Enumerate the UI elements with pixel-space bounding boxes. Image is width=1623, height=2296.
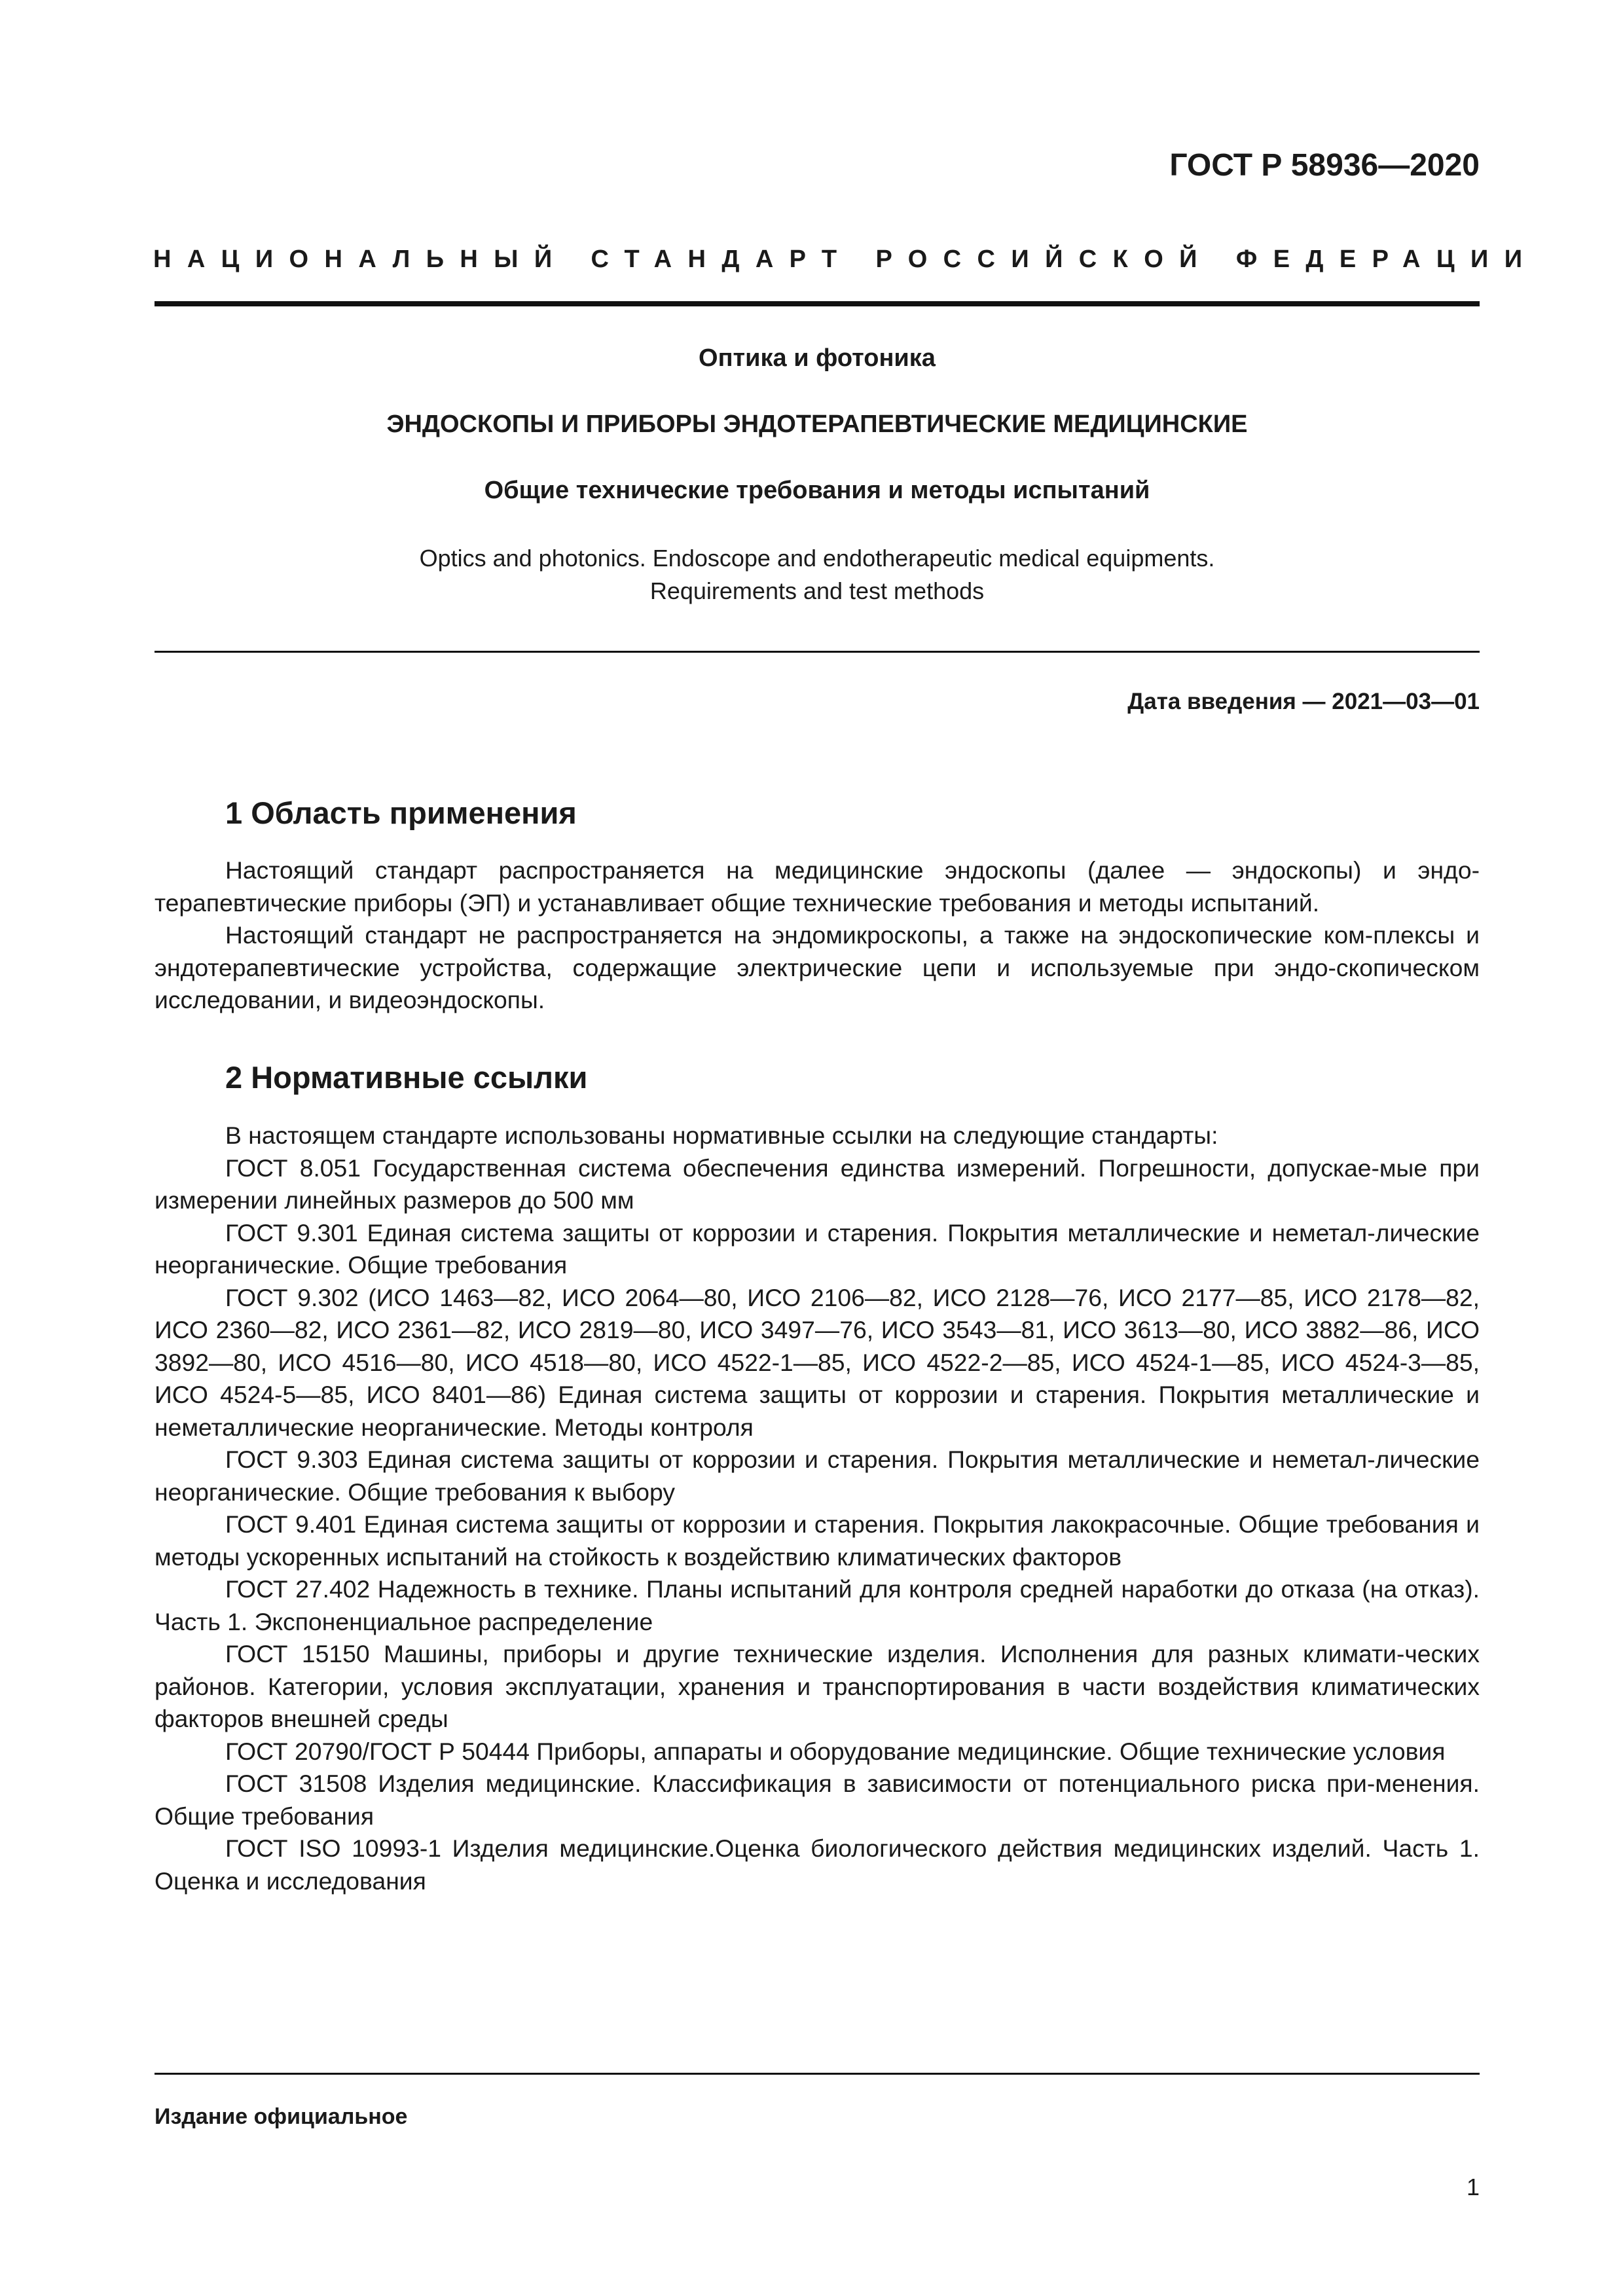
subtitle: Общие технические требования и методы испытаний bbox=[484, 477, 1150, 504]
main-title: ЭНДОСКОПЫ И ПРИБОРЫ ЭНДОТЕРАПЕВТИЧЕСКИЕ МЕДИЦИНСКИЕ bbox=[386, 410, 1248, 438]
introduction-date: Дата введения — 2021—03—01 bbox=[1127, 689, 1480, 714]
reference-item: ГОСТ 15150 Машины, приборы и другие технические изделия. Исполнения для разных климати-ческих районов. Категории, условия эксплуатации, хранения и транспортирования в части воздействия климатических факторов внешней среды bbox=[155, 1640, 1480, 1732]
english-title bbox=[155, 542, 1480, 608]
english-title-line-2: Requirements and test methods bbox=[649, 577, 985, 604]
reference-item: ГОСТ 20790/ГОСТ Р 50444 Приборы, аппараты и оборудование медицинские. Общие технические условия bbox=[225, 1737, 1446, 1765]
paragraph: Настоящий стандарт не распространяется на эндомикроскопы, а также на эндоскопические ком-плексы и эндотерапевтические устройства, содержащие электрические цепи и используемые при эндо-скопическом исследовании, и видеоэндоскопы. bbox=[155, 921, 1480, 1013]
edition-label: Издание официальное bbox=[155, 2104, 408, 2129]
reference-item: ГОСТ 9.302 (ИСО 1463—82, ИСО 2064—80, ИСО 2106—82, ИСО 2128—76, ИСО 2177—85, ИСО 2178—82, ИСО 2360—82, ИСО 2361—82, ИСО 2819—80, ИСО 3497—76, ИСО 3543—81, ИСО 3613—80, ИСО 3882—86, ИСО 3892—80, ИСО 4516—80, ИСО 4518—80, ИСО 4522-1—85, ИСО 4522-2—85, ИСО 4524-1—85, ИСО 4524-3—85, ИСО 4524-5—85, ИСО 8401—86) Единая система защиты от коррозии и старения. Покрытия металлические и неметаллические неорганические. Методы контроля bbox=[155, 1283, 1480, 1441]
reference-item: ГОСТ 9.301 Единая система защиты от коррозии и старения. Покрытия металлические и неметал-лические неорганические. Общие требования bbox=[155, 1218, 1480, 1279]
section-heading-scope: 1 Область применения bbox=[225, 795, 577, 830]
page-number: 1 bbox=[1466, 2174, 1480, 2200]
header-rule bbox=[155, 301, 1480, 306]
title-rule bbox=[155, 651, 1480, 653]
paragraph: В настоящем стандарте использованы нормативные ссылки на следующие стандарты: bbox=[225, 1121, 1218, 1149]
english-title-line-1: Optics and photonics. Endoscope and endotherapeutic medical equipments. bbox=[419, 545, 1215, 572]
reference-item: ГОСТ 8.051 Государственная система обеспечения единства измерений. Погрешности, допускае-мые при измерении линейных размеров до 500 мм bbox=[155, 1154, 1480, 1214]
paragraph: Настоящий стандарт распространяется на медицинские эндоскопы (далее — эндоскопы) и эндо-терапевтические приборы (ЭП) и устанавливает общие технические требования и методы испытаний. bbox=[155, 856, 1480, 917]
reference-item: ГОСТ 9.401 Единая система защиты от коррозии и старения. Покрытия лакокрасочные. Общие требования и методы ускоренных испытаний на стойкость к воздействию климатических факторов bbox=[155, 1510, 1480, 1571]
section-body-references bbox=[155, 1120, 1480, 1897]
footer-rule bbox=[155, 2073, 1480, 2075]
reference-item: ГОСТ 31508 Изделия медицинские. Классификация в зависимости от потенциального риска при-менения. Общие требования bbox=[155, 1770, 1480, 1830]
section-heading-references: 2 Нормативные ссылки bbox=[225, 1060, 588, 1095]
reference-item: ГОСТ 27.402 Надежность в технике. Планы испытаний для контроля средней наработки до отказа (на отказ). Часть 1. Экспоненциальное распределение bbox=[155, 1575, 1480, 1635]
reference-item: ГОСТ ISO 10993-1 Изделия медицинские.Оценка биологического действия медицинских изделий. Часть 1. Оценка и исследования bbox=[155, 1834, 1480, 1895]
national-standard-banner: НАЦИОНАЛЬНЫЙ СТАНДАРТ РОССИЙСКОЙ ФЕДЕРАЦИИ bbox=[153, 246, 1539, 273]
field-title: Оптика и фотоника bbox=[699, 344, 936, 372]
section-body-scope bbox=[155, 854, 1480, 1017]
document-code: ГОСТ Р 58936—2020 bbox=[1169, 148, 1480, 183]
reference-item: ГОСТ 9.303 Единая система защиты от коррозии и старения. Покрытия металлические и неметал-лические неорганические. Общие требования к выбору bbox=[155, 1446, 1480, 1506]
